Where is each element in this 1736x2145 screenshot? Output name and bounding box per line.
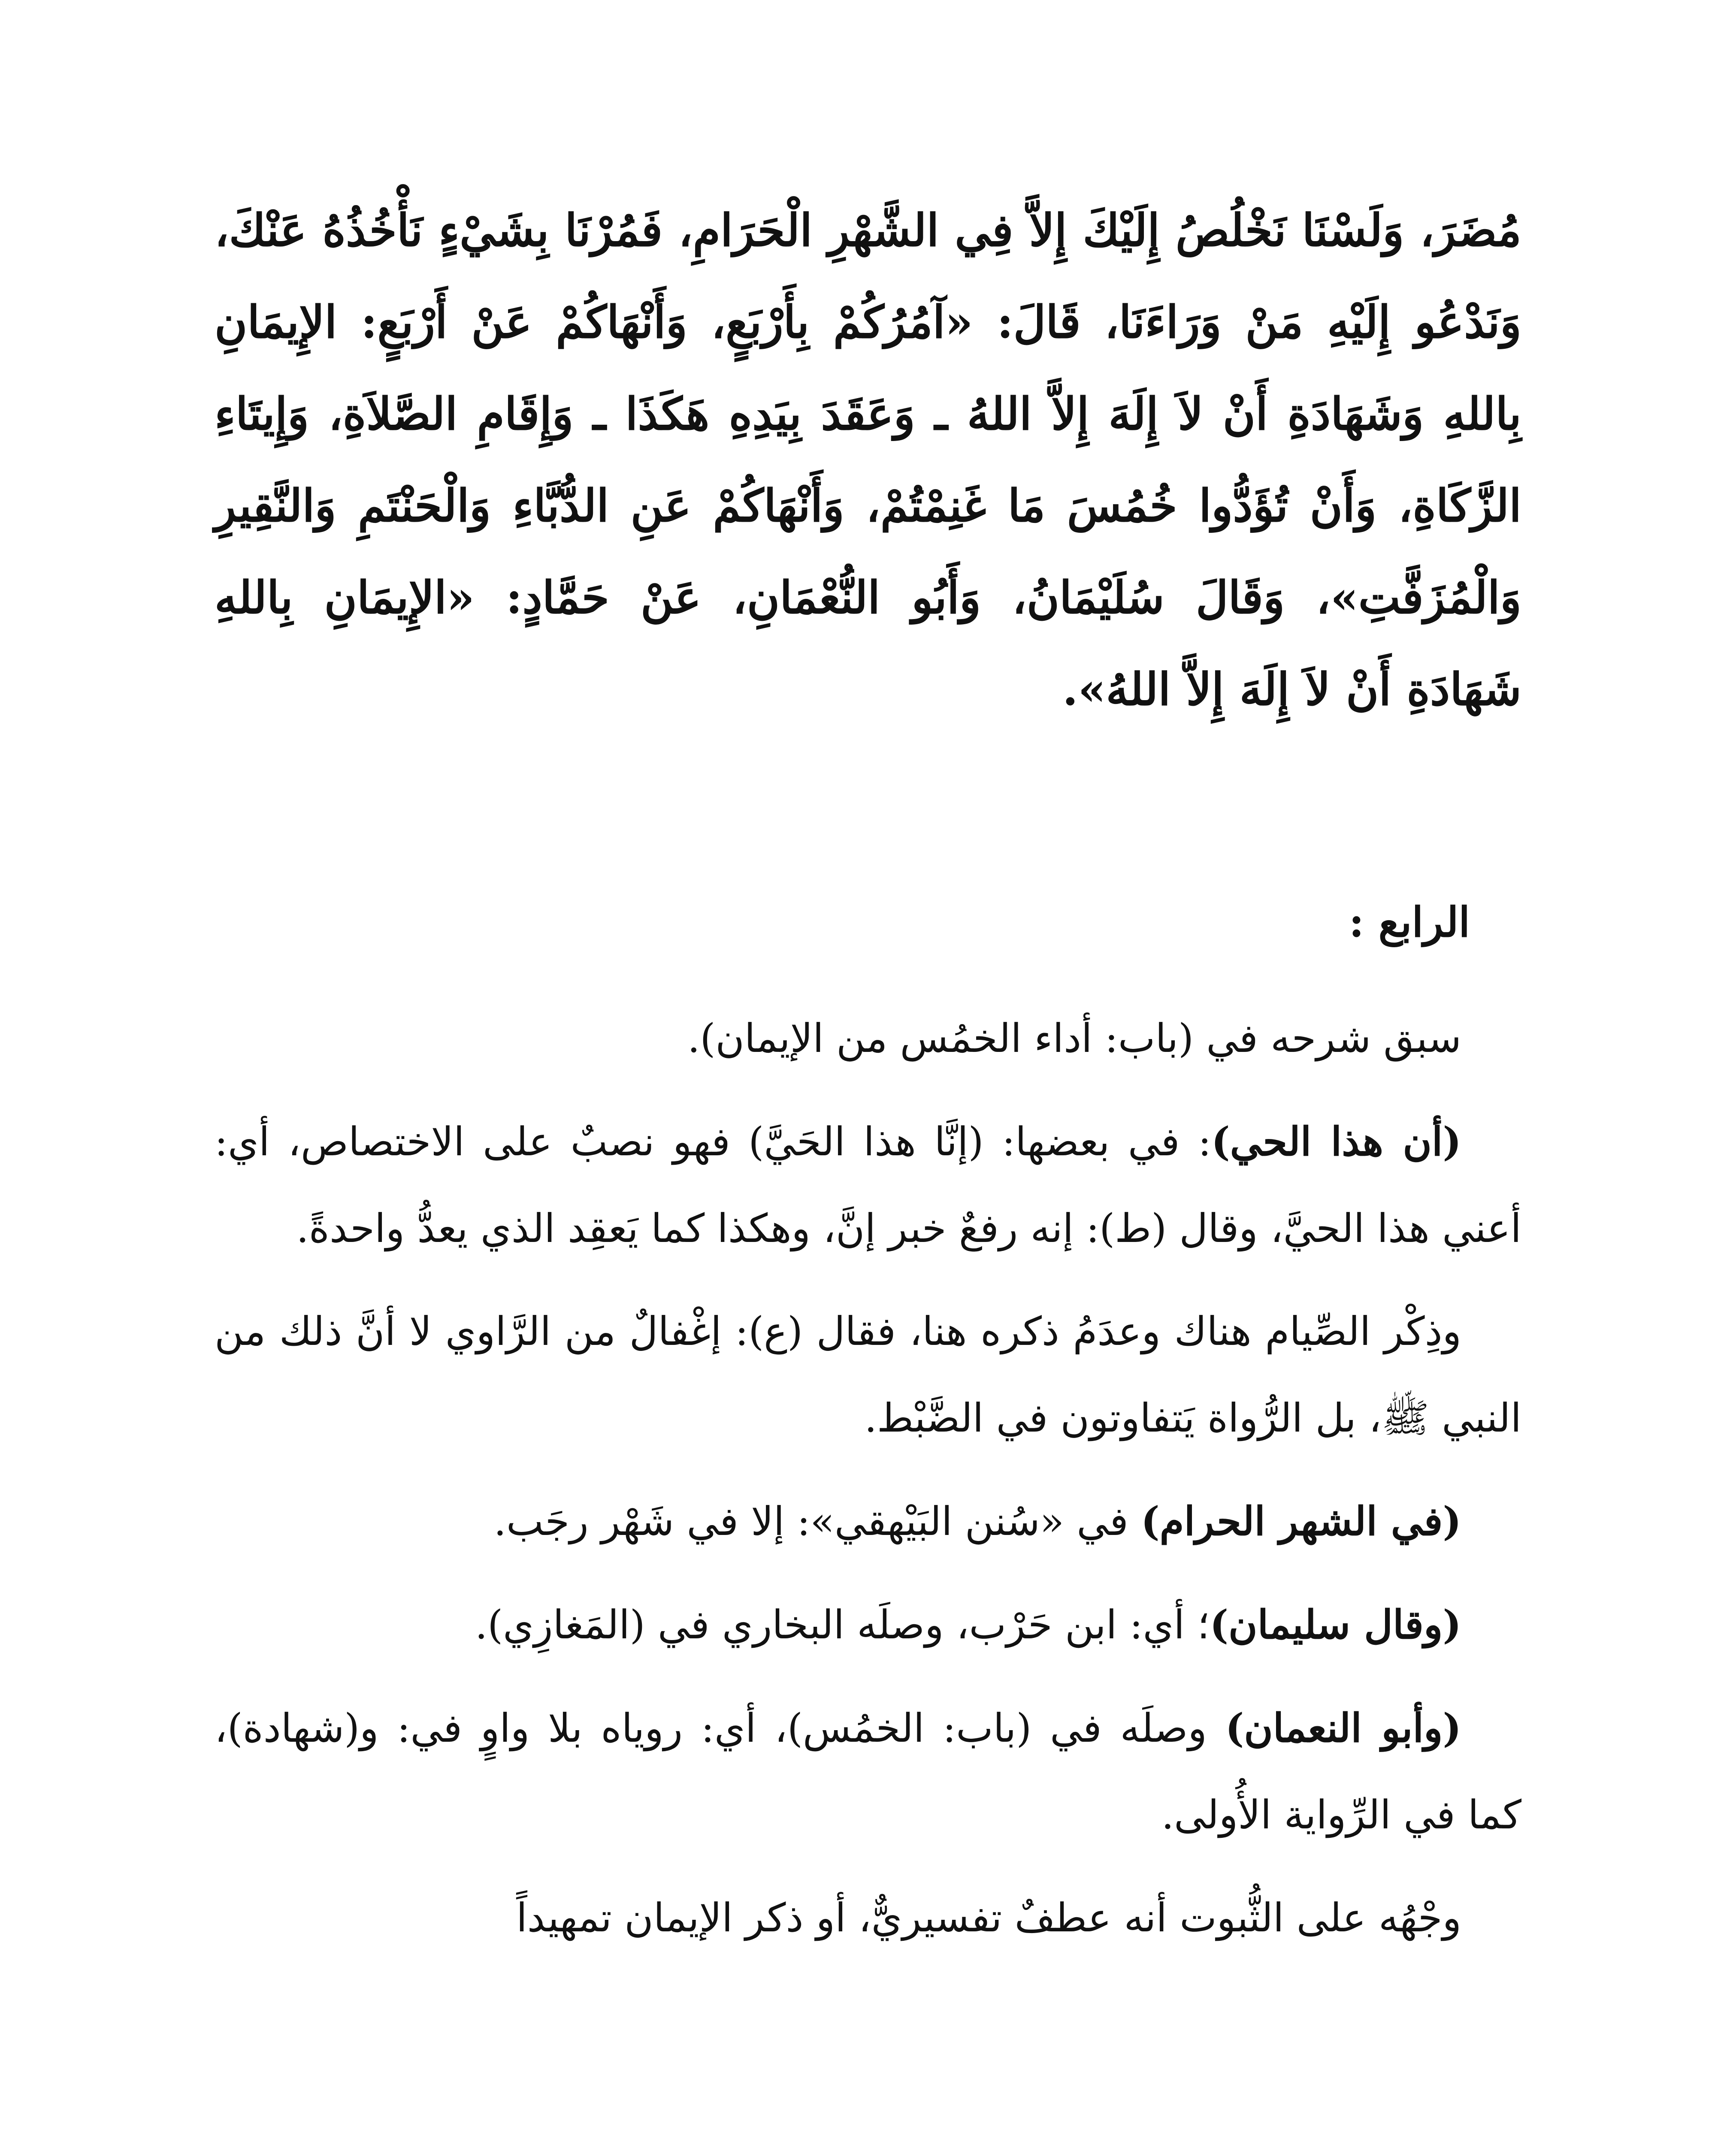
commentary-paragraph [215,1098,1521,1272]
commentary-paragraph [215,1581,1521,1668]
commentary-text: في «سُنن البَيْهقي»: إلا في شَهْر رجَب. [493,1498,1141,1544]
quoted-phrase: (وأبو النعمان) [1225,1705,1461,1751]
quoted-phrase: (في الشهر الحرام) [1141,1498,1461,1544]
commentary-text: وصلَه في (باب: الخمُس)، أي: روياه بلا واوٍ في: و(شهادة)، كما في الرِّواية الأُولى. [215,1705,1521,1838]
commentary-paragraph: وجْهُه على الثُّبوت أنه عطفٌ تفسيريٌّ، أو ذكر الإيمان تمهيداً [516,1895,1461,1941]
quoted-phrase: (وقال سليمان) [1210,1601,1461,1648]
commentary-text: : في بعضها: (إنَّا هذا الحَيَّ) فهو نصبٌ على الاختصاص، أي: أعني هذا الحيَّ، وقال (ط): إنه رفعٌ خبر إنَّ، وهكذا كما يَعقِد الذي يعدُّ واحدةً. [215,1119,1521,1251]
section-heading: الرابع : [1349,898,1470,946]
commentary-paragraph: وذِكْر الصِّيام هناك وعدَمُ ذكره هنا، فقال (ع): إغْفالٌ من الرَّاوي لا أنَّ ذلك من النبي ﷺ، بل الرُّواة يَتفاوتون في الضَّبْط. [215,1308,1521,1441]
hadith-text: مُضَرَ، وَلَسْنَا نَخْلُصُ إِلَيْكَ إِلاَّ فِي الشَّهْرِ الْحَرَامِ، فَمُرْنَا بِشَيْءٍ نَأْخُذُهُ عَنْكَ، وَنَدْعُو إِلَيْهِ مَنْ وَرَاءَنَا، قَالَ: «آمُرُكُمْ بِأَرْبَعٍ، وَأَنْهَاكُمْ عَنْ أَرْبَعٍ: الإِيمَانِ بِاللهِ وَشَهَادَةِ أَنْ لاَ إِلَهَ إِلاَّ اللهُ ـ وَعَقَدَ بِيَدِهِ هَكَذَا ـ وَإِقَامِ الصَّلاَةِ، وَإِيتَاءِ الزَّكَاةِ، وَأَنْ تُؤَدُّوا خُمُسَ مَا غَنِمْتُمْ، وَأَنْهَاكُمْ عَنِ الدُّبَّاءِ وَالْحَنْتَمِ وَالنَّقِيرِ وَالْمُزَفَّتِ»، وَقَالَ سُلَيْمَانُ، وَأَبُو النُّعْمَانِ، عَنْ حَمَّادٍ: «الإِيمَانِ بِاللهِ شَهَادَةِ أَنْ لاَ إِلَهَ إِلاَّ اللهُ». [215,204,1522,716]
commentary-block [215,995,1521,1978]
hadith-text-block [215,184,1521,735]
commentary-paragraph [215,1685,1521,1858]
commentary-text: ؛ أي: ابن حَرْب، وصلَه البخاري في (المَغازِي). [475,1602,1210,1648]
commentary-paragraph: سبق شرحه في (باب: أداء الخمُس من الإيمان). [687,1015,1461,1061]
commentary-paragraph [215,1478,1521,1565]
quoted-phrase: (أن هذا الحي) [1211,1118,1461,1165]
